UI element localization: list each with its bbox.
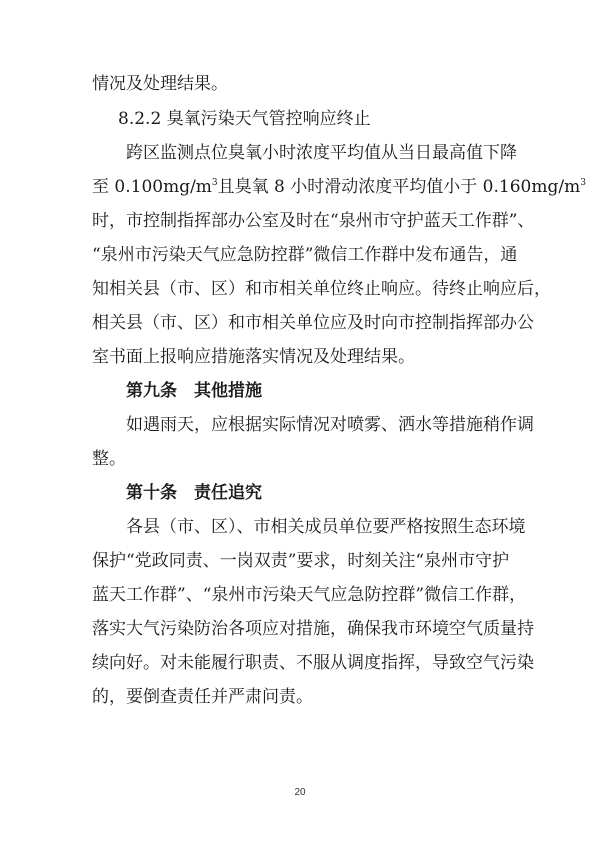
paragraph-continuation: 情况及处理结果。	[92, 74, 228, 94]
threshold-line	[92, 176, 586, 198]
body-line: 落实大气污染防治各项应对措施，确保我市环境空气质量持	[92, 619, 534, 639]
threshold-text: 且臭氧 8 小时滑动浓度平均值小于 0.160mg/m	[217, 177, 581, 197]
body-line: 各县（市、区）、市相关成员单位要严格按照生态环境	[126, 517, 526, 537]
body-line: 保护“党政同责、一岗双责”要求，时刻关注“泉州市守护	[92, 551, 510, 571]
threshold-text: 至 0.100mg/m	[92, 177, 212, 197]
body-line: “泉州市污染天气应急防控群”微信工作群中发布通告，通	[92, 245, 518, 265]
body-line: 相关县（市、区）和市相关单位应及时向市控制指挥部办公	[92, 313, 534, 333]
page-number: 20	[294, 787, 306, 798]
article-10-heading: 第十条 责任追究	[126, 483, 262, 503]
article-9-heading: 第九条 其他措施	[126, 381, 262, 401]
body-line: 的，要倒查责任并严肃问责。	[92, 687, 313, 707]
body-line: 续向好。对未能履行职责、不服从调度指挥，导致空气污染	[92, 653, 534, 673]
subsection-heading: 8.2.2 臭氧污染天气管控响应终止	[118, 109, 371, 129]
body-line: 整。	[92, 449, 126, 469]
superscript: 3	[580, 178, 586, 188]
body-line: 时，市控制指挥部办公室及时在“泉州市守护蓝天工作群”、	[92, 211, 535, 231]
superscript: 3	[211, 178, 218, 188]
body-line: 如遇雨天，应根据实际情况对喷雾、洒水等措施稍作调	[126, 415, 534, 435]
body-line: 跨区监测点位臭氧小时浓度平均值从当日最高值下降	[126, 143, 517, 163]
body-line: 知相关县（市、区）和市相关单位终止响应。待终止响应后，	[92, 279, 551, 299]
body-line: 蓝天工作群”、“泉州市污染天气应急防控群”微信工作群，	[92, 585, 527, 605]
body-line: 室书面上报响应措施落实情况及处理结果。	[92, 347, 415, 367]
